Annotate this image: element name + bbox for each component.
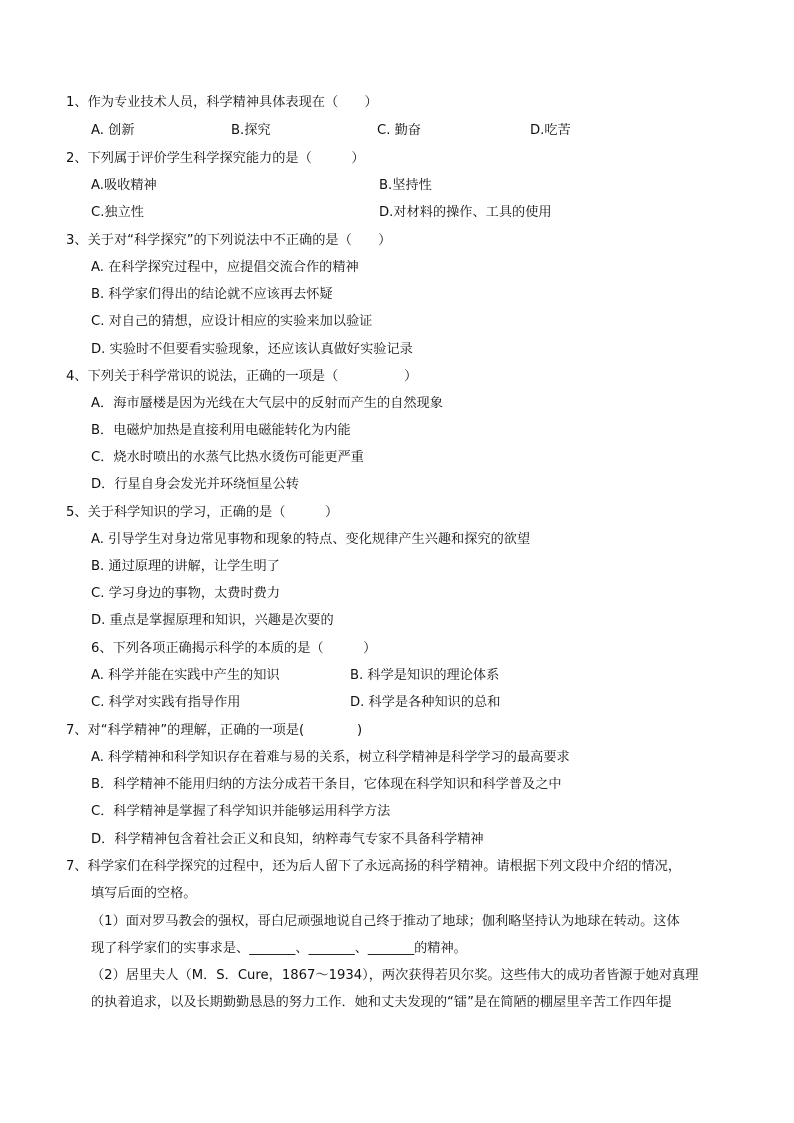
question-1-stem: 1、作为专业技术人员，科学精神具体表现在（ ） bbox=[66, 95, 378, 110]
q7a-option-c: C．科学精神是掌握了科学知识并能够运用科学方法 bbox=[91, 804, 391, 819]
q4-option-c: C．烧水时喷出的水蒸气比热水烫伤可能更严重 bbox=[91, 450, 364, 465]
question-7a-stem: 7、对“科学精神”的理解，正确的一项是( ) bbox=[66, 723, 363, 738]
q2-option-b: B.坚持性 bbox=[379, 178, 432, 193]
question-3-stem: 3、关于对“科学探究”的下列说法中不正确的是（ ） bbox=[66, 233, 392, 248]
q2-option-a: A.吸收精神 bbox=[91, 178, 157, 193]
q6-option-b: B. 科学是知识的理论体系 bbox=[350, 668, 500, 683]
q4-option-d: D．行星自身会发光并环绕恒星公转 bbox=[91, 477, 299, 492]
q3-option-d: D. 实验时不但要看实验现象，还应该认真做好实验记录 bbox=[91, 342, 413, 357]
q7b-part1-line2: 现了科学家们的实事求是、_______、_______、_______的精神。 bbox=[91, 941, 467, 956]
q6-option-d: D. 科学是各种知识的总和 bbox=[350, 695, 501, 710]
q5-option-b: B. 通过原理的讲解，让学生明了 bbox=[91, 559, 280, 574]
q5-option-c: C. 学习身边的事物，太费时费力 bbox=[91, 586, 281, 601]
question-2-stem: 2、下列属于评价学生科学探究能力的是（ ） bbox=[66, 151, 365, 166]
q3-option-c: C. 对自己的猜想，应设计相应的实验来加以验证 bbox=[91, 314, 373, 329]
q7b-part2-line2: 的执着追求，以及长期勤勤恳恳的努力工作．她和丈夫发现的“镭”是在简陋的棚屋里辛苦工作四年提 bbox=[91, 995, 672, 1010]
question-7b-stem-line1: 7、科学家们在科学探究的过程中，还为后人留下了永远高扬的科学精神。请根据下列文段中介绍的情况， bbox=[66, 859, 682, 874]
question-6-stem: 6、下列各项正确揭示科学的本质的是（ ） bbox=[91, 641, 377, 656]
q1-option-d: D.吃苦 bbox=[530, 123, 571, 138]
q2-option-d: D.对材料的操作、工具的使用 bbox=[379, 205, 552, 220]
q1-option-a: A. 创新 bbox=[91, 123, 135, 138]
q1-option-b: B.探究 bbox=[231, 123, 271, 138]
q7b-part1-line1: （1）面对罗马教会的强权，哥白尼顽强地说自己终于推动了地球；伽利略坚持认为地球在转动。这体 bbox=[91, 914, 680, 929]
q5-option-d: D. 重点是掌握原理和知识，兴趣是次要的 bbox=[91, 613, 334, 628]
q2-option-c: C.独立性 bbox=[91, 205, 144, 220]
question-4-stem: 4、下列关于科学常识的说法，正确的一项是（ ） bbox=[66, 369, 418, 384]
q7b-part2-line1: （2）居里夫人（M．S．Cure，1867～1934），两次获得若贝尔奖。这些伟大的成功者皆源于她对真理 bbox=[91, 968, 699, 983]
question-5-stem: 5、关于科学知识的学习，正确的是（ ） bbox=[66, 505, 339, 520]
q7a-option-a: A. 科学精神和科学知识存在着难与易的关系，树立科学精神是科学学习的最高要求 bbox=[91, 750, 570, 765]
q7a-option-d: D．科学精神包含着社会正义和良知，纳粹毒气专家不具备科学精神 bbox=[91, 832, 484, 847]
q6-option-c: C. 科学对实践有指导作用 bbox=[91, 695, 241, 710]
q5-option-a: A. 引导学生对身边常见事物和现象的特点、变化规律产生兴趣和探究的欲望 bbox=[91, 532, 531, 547]
q4-option-b: B．电磁炉加热是直接利用电磁能转化为内能 bbox=[91, 423, 351, 438]
q3-option-a: A. 在科学探究过程中，应提倡交流合作的精神 bbox=[91, 260, 359, 275]
q3-option-b: B. 科学家们得出的结论就不应该再去怀疑 bbox=[91, 287, 333, 302]
question-7b-stem-line2: 填写后面的空格。 bbox=[91, 886, 197, 901]
q4-option-a: A．海市蜃楼是因为光线在大气层中的反射而产生的自然现象 bbox=[91, 396, 443, 411]
q6-option-a: A. 科学并能在实践中产生的知识 bbox=[91, 668, 280, 683]
q1-option-c: C. 勤奋 bbox=[377, 123, 421, 138]
q7a-option-b: B．科学精神不能用归纳的方法分成若干条目，它体现在科学知识和科学普及之中 bbox=[91, 777, 562, 792]
